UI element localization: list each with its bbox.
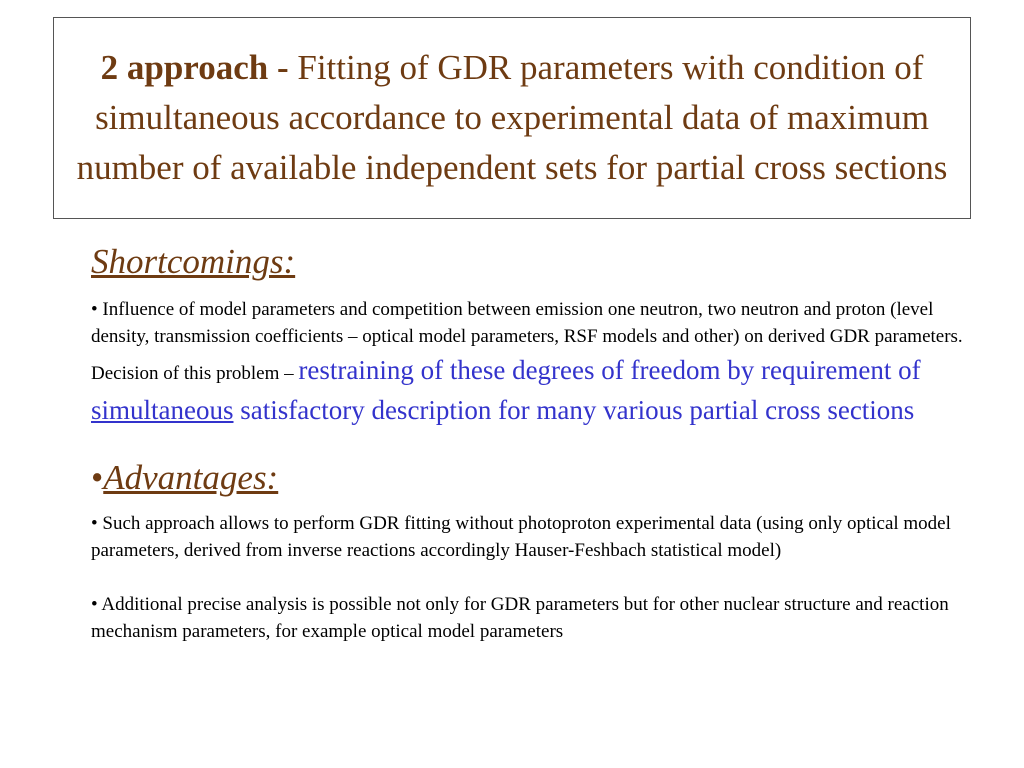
- advantages-heading: Advantages:: [103, 458, 279, 497]
- highlight-part2: satisfactory description for many various partial cross sections: [233, 395, 915, 425]
- title-bold-prefix: 2 approach -: [100, 48, 298, 87]
- title-text: Fitting of GDR parameters with condition of simultaneous accordance to experimental data of maximum number of available independent sets for partial cross sections: [76, 48, 948, 187]
- slide-title: [66, 43, 958, 193]
- slide-content: [91, 240, 971, 645]
- highlight-part1: restraining of these degrees of freedom by requirement of: [298, 355, 921, 385]
- advantages-bullet: •: [91, 458, 104, 497]
- highlight-underlined: simultaneous: [91, 395, 234, 425]
- shortcomings-bullet: •: [91, 299, 98, 320]
- advantage-item-1: • Such approach allows to perform GDR fitting without photoproton experimental data (using only optical model parameters, derived from inverse reactions accordingly Hauser-Feshbach statistical model): [91, 513, 951, 561]
- shortcomings-paragraph: [91, 296, 971, 430]
- advantage-item-2: • Additional precise analysis is possible not only for GDR parameters but for other nuclear structure and reaction mechanism parameters, for example optical model parameters: [91, 594, 949, 642]
- shortcomings-heading: Shortcomings:: [91, 242, 296, 281]
- shortcomings-text: Influence of model parameters and competition between emission one neutron, two neutron and proton (level density, transmission coefficients – optical model parameters, RSF models and other) on derived GDR parameters. Decision of this problem –: [91, 299, 963, 384]
- title-box: [53, 17, 971, 219]
- advantages-heading-line: [91, 456, 971, 500]
